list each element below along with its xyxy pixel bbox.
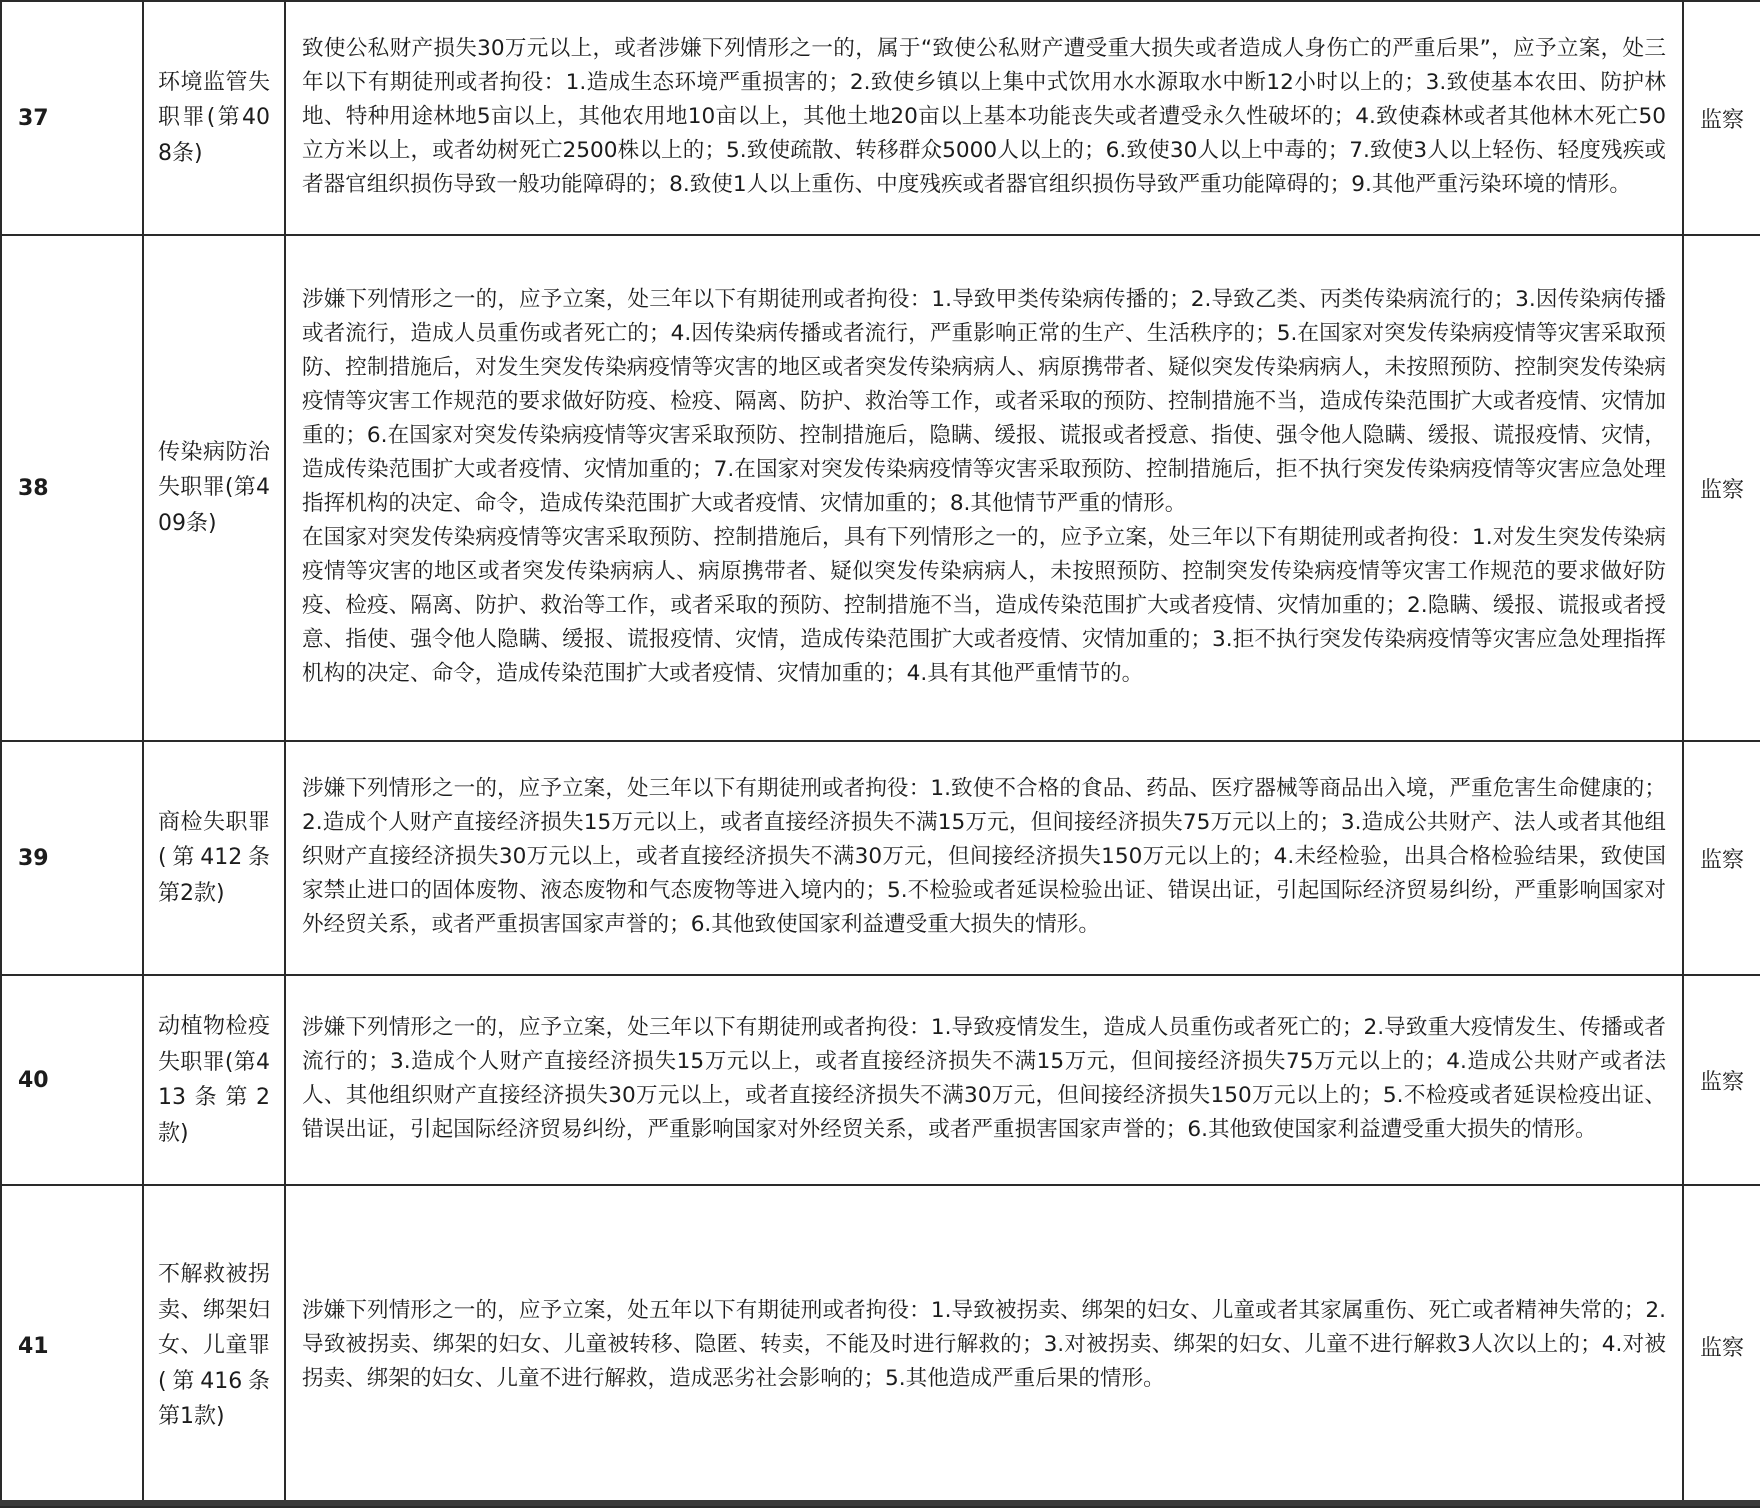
filing-criteria xyxy=(285,975,1683,1185)
crime-name: 环境监管失职罪(第408条) xyxy=(143,1,285,235)
jurisdiction-dept: 监察 xyxy=(1683,1185,1760,1507)
row-number: 37 xyxy=(1,1,143,235)
crime-name: 动植物检疫失职罪(第413条第2款) xyxy=(143,975,285,1185)
criteria-paragraph: 涉嫌下列情形之一的，应予立案，处三年以下有期徒刑或者拘役：1.导致甲类传染病传播的；2.导致乙类、丙类传染病流行的；3.因传染病传播或者流行，造成人员重伤或者死亡的；4.因传染病传播或者流行，严重影响正常的生产、生活秩序的；5.在国家对突发传染病疫情等灾害采取预防、控制措施后，对发生突发传染病疫情等灾害的地区或者突发传染病病人、病原携带者、疑似突发传染病病人，未按照预防、控制突发传染病疫情等灾害工作规范的要求做好防疫、检疫、隔离、防护、救治等工作，或者采取的预防、控制措施不当，造成传染范围扩大或者疫情、灾情加重的；6.在国家对突发传染病疫情等灾害采取预防、控制措施后，隐瞒、缓报、谎报或者授意、指使、强令他人隐瞒、缓报、谎报疫情、灾情，造成传染范围扩大或者疫情、灾情加重的；7.在国家对突发传染病疫情等灾害采取预防、控制措施后，拒不执行突发传染病疫情等灾害应急处理指挥机构的决定、命令，造成传染范围扩大或者疫情、灾情加重的；8.其他情节严重的情形。 xyxy=(302,287,1666,516)
filing-criteria xyxy=(285,1,1683,235)
crime-name: 传染病防治失职罪(第409条) xyxy=(143,235,285,741)
criteria-paragraph: 在国家对突发传染病疫情等灾害采取预防、控制措施后，具有下列情形之一的，应予立案，处三年以下有期徒刑或者拘役：1.对发生突发传染病疫情等灾害的地区或者突发传染病病人、病原携带者、疑似突发传染病病人，未按照预防、控制突发传染病疫情等灾害工作规范的要求做好防疫、检疫、隔离、防护、救治等工作，或者采取的预防、控制措施不当，造成传染范围扩大或者疫情、灾情加重的；2.隐瞒、缓报、谎报或者授意、指使、强令他人隐瞒、缓报、谎报疫情、灾情，造成传染范围扩大或者疫情、灾情加重的；3.拒不执行突发传染病疫情等灾害应急处理指挥机构的决定、命令，造成传染范围扩大或者疫情、灾情加重的；4.具有其他严重情节的。 xyxy=(302,525,1666,686)
table-row xyxy=(1,975,1760,1185)
row-number: 41 xyxy=(1,1185,143,1507)
table-row xyxy=(1,741,1760,975)
jurisdiction-dept: 监察 xyxy=(1683,235,1760,741)
criteria-paragraph: 涉嫌下列情形之一的，应予立案，处三年以下有期徒刑或者拘役：1.致使不合格的食品、药品、医疗器械等商品出入境，严重危害生命健康的；2.造成个人财产直接经济损失15万元以上，或者直接经济损失不满15万元，但间接经济损失75万元以上的；3.造成公共财产、法人或者其他组织财产直接经济损失30万元以上，或者直接经济损失不满30万元，但间接经济损失150万元以上的；4.未经检验，出具合格检验结果，致使国家禁止进口的固体废物、液态废物和气态废物等进入境内的；5.不检验或者延误检验出证、错误出证，引起国际经济贸易纠纷，严重影响国家对外经贸关系，或者严重损害国家声誉的；6.其他致使国家利益遭受重大损失的情形。 xyxy=(302,776,1666,937)
filing-criteria xyxy=(285,741,1683,975)
criteria-paragraph: 涉嫌下列情形之一的，应予立案，处三年以下有期徒刑或者拘役：1.导致疫情发生，造成人员重伤或者死亡的；2.导致重大疫情发生、传播或者流行的；3.造成个人财产直接经济损失15万元以上，或者直接经济损失不满15万元，但间接经济损失75万元以上的；4.造成公共财产或者法人、其他组织财产直接经济损失30万元以上，或者直接经济损失不满30万元，但间接经济损失150万元以上的；5.不检疫或者延误检疫出证、错误出证，引起国际经济贸易纠纷，严重影响国家对外经贸关系，或者严重损害国家声誉的；6.其他致使国家利益遭受重大损失的情形。 xyxy=(302,1015,1666,1142)
jurisdiction-dept: 监察 xyxy=(1683,741,1760,975)
table-row xyxy=(1,1,1760,235)
table-row xyxy=(1,1185,1760,1507)
filing-criteria xyxy=(285,1185,1683,1507)
row-number: 38 xyxy=(1,235,143,741)
crime-name: 不解救被拐卖、绑架妇女、儿童罪(第416条第1款) xyxy=(143,1185,285,1507)
row-number: 40 xyxy=(1,975,143,1185)
criteria-paragraph: 涉嫌下列情形之一的，应予立案，处五年以下有期徒刑或者拘役：1.导致被拐卖、绑架的妇女、儿童或者其家属重伤、死亡或者精神失常的；2.导致被拐卖、绑架的妇女、儿童被转移、隐匿、转卖，不能及时进行解救的；3.对被拐卖、绑架的妇女、儿童不进行解救3人次以上的；4.对被拐卖、绑架的妇女、儿童不进行解救，造成恶劣社会影响的；5.其他造成严重后果的情形。 xyxy=(302,1298,1666,1391)
bottom-edge-bar xyxy=(0,1500,1760,1506)
jurisdiction-dept: 监察 xyxy=(1683,975,1760,1185)
table-row xyxy=(1,235,1760,741)
row-number: 39 xyxy=(1,741,143,975)
jurisdiction-dept: 监察 xyxy=(1683,1,1760,235)
criteria-paragraph: 致使公私财产损失30万元以上，或者涉嫌下列情形之一的，属于“致使公私财产遭受重大损失或者造成人身伤亡的严重后果”，应予立案，处三年以下有期徒刑或者拘役：1.造成生态环境严重损害的；2.致使乡镇以上集中式饮用水水源取水中断12小时以上的；3.致使基本农田、防护林地、特种用途林地5亩以上，其他农用地10亩以上，其他土地20亩以上基本功能丧失或者遭受永久性破坏的；4.致使森林或者其他林木死亡50立方米以上，或者幼树死亡2500株以上的；5.致使疏散、转移群众5000人以上的；6.致使30人以上中毒的；7.致使3人以上轻伤、轻度残疾或者器官组织损伤导致一般功能障碍的；8.致使1人以上重伤、中度残疾或者器官组织损伤导致严重功能障碍的；9.其他严重污染环境的情形。 xyxy=(302,36,1666,197)
crime-name: 商检失职罪(第412条第2款) xyxy=(143,741,285,975)
filing-criteria xyxy=(285,235,1683,741)
